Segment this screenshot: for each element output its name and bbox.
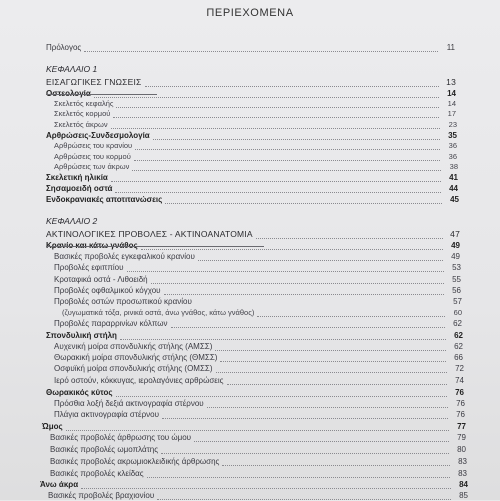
toc-entry	[54, 274, 461, 285]
dot-leader	[116, 388, 447, 397]
page-number: 83	[458, 469, 467, 478]
toc-entry	[50, 444, 466, 455]
page-number: 36	[448, 152, 457, 161]
page-number: 13	[446, 77, 456, 87]
toc-entry-title: Θωρακική μοίρα σπονδυλικής στήλης (ΘΜΣΣ)	[54, 353, 218, 362]
toc-entry-title: Θωρακικός κύτος	[46, 388, 113, 397]
page-number: 14	[447, 99, 456, 108]
toc-entry-title: ΚΕΦΑΛΑΙΟ 2	[46, 216, 98, 226]
dot-leader	[81, 480, 451, 489]
dot-leader	[134, 152, 440, 161]
page-number: 55	[452, 275, 461, 284]
toc-entry-title: Αρθρώσεις των άκρων	[54, 162, 130, 171]
page-number: 80	[457, 445, 466, 454]
dot-leader	[84, 43, 438, 52]
toc-entry-title: Βασικές προβολές βραχιονίου	[48, 491, 155, 500]
toc-entry-title: Οστεολογία	[46, 89, 91, 98]
toc-entry-title: Σκελετός κορμού	[54, 109, 111, 118]
dot-leader	[171, 319, 445, 328]
toc-entry-title: Σκελετική ηλικία	[46, 173, 108, 182]
toc-entry-title: Σησαμοειδή οστά	[46, 184, 113, 193]
toc-entry-title: Αρθρώσεις-Συνδεσμολογία	[46, 131, 150, 140]
dot-leader	[216, 364, 447, 373]
page-number: 44	[449, 184, 458, 193]
toc-entry-title: Αρθρώσεις του κρανίου	[54, 141, 133, 150]
dot-leader	[135, 141, 440, 150]
toc-entry-title: Ώμος	[42, 422, 63, 431]
toc-entry-title: Κρανίο και κάτω γνάθος	[46, 241, 138, 250]
page-number: 76	[456, 399, 465, 408]
dot-leader	[113, 109, 439, 118]
page-number: 53	[452, 263, 461, 272]
dot-leader	[165, 195, 442, 204]
toc-entry-title: Βασικές προβολές εγκεφαλικού κρανίου	[54, 252, 195, 261]
chapter-heading	[46, 216, 459, 227]
toc-entry	[50, 468, 467, 479]
toc-entry-title: Αρθρώσεις του κορμού	[54, 152, 131, 161]
dot-leader	[120, 331, 446, 340]
toc-entry	[50, 456, 467, 467]
toc-entry	[46, 387, 464, 398]
page-number: 62	[454, 342, 463, 351]
toc-entry	[54, 140, 457, 151]
toc-entry	[54, 296, 462, 307]
page-number: 62	[454, 331, 463, 340]
toc-entry	[54, 251, 460, 262]
dot-leader	[153, 131, 440, 140]
toc-entry	[54, 409, 465, 420]
dot-leader	[222, 457, 450, 466]
toc-entry	[54, 375, 464, 386]
page-number: 85	[459, 491, 468, 500]
toc-entry	[54, 119, 457, 130]
dot-leader	[207, 399, 448, 408]
toc-entry	[62, 307, 462, 318]
toc-entry	[54, 318, 462, 329]
page-number: 14	[447, 89, 456, 98]
toc-entry	[54, 341, 463, 352]
dot-leader	[127, 263, 445, 272]
dot-leader	[111, 173, 441, 182]
dot-leader	[162, 410, 448, 419]
dot-leader	[220, 353, 446, 362]
page-number: 47	[450, 229, 460, 239]
dot-leader	[116, 99, 439, 108]
dot-leader	[198, 252, 443, 261]
chapter-heading	[46, 64, 455, 75]
toc-entry-title: ΚΕΦΑΛΑΙΟ 1	[46, 64, 98, 74]
toc-entry	[46, 42, 455, 53]
dot-leader	[161, 445, 449, 454]
dot-leader	[157, 491, 451, 500]
dot-leader	[151, 275, 444, 284]
page-number: 76	[456, 410, 465, 419]
dot-leader	[132, 162, 441, 171]
heading-underline	[46, 246, 264, 247]
toc-entry-title: ΑΚΤΙΝΟΛΟΓΙΚΕΣ ΠΡΟΒΟΛΕΣ - ΑΚΤΙΝΟΑΝΑΤΟΜΙΑ	[46, 229, 253, 239]
toc-entry	[50, 432, 466, 443]
toc-entry	[54, 363, 464, 374]
toc-entry-title: Σπονδυλική στήλη	[46, 331, 117, 340]
dot-leader	[215, 342, 446, 351]
toc-entry	[46, 183, 458, 194]
dot-leader	[111, 120, 440, 129]
dot-leader	[256, 230, 443, 239]
dot-leader	[257, 308, 445, 317]
toc-entry	[46, 77, 456, 88]
page-number: 76	[455, 388, 464, 397]
toc-entry-title: Βασικές προβολές κλείδας	[50, 469, 144, 478]
toc-entry	[54, 161, 458, 172]
toc-entry	[54, 398, 465, 409]
page-number: 79	[457, 433, 466, 442]
page-number: 35	[448, 131, 457, 140]
toc-entry-title: Ενδοκρανιακές αποτιτανώσεις	[46, 195, 163, 204]
page-number: 62	[453, 319, 462, 328]
toc-entry	[54, 285, 461, 296]
toc-entry-title: Πρόλογος	[46, 43, 82, 52]
toc-entry	[46, 229, 460, 240]
toc-entry-title: Βασικές προβολές ακρωμιοκλειδικής άρθρωσης	[50, 457, 220, 466]
toc-entry-title: Βασικές προβολές άρθρωσης του ώμου	[50, 433, 192, 442]
page-number: 57	[453, 297, 462, 306]
toc-entry-title: Προβολές οφθαλμικού κόγχου	[54, 286, 161, 295]
page-number: 23	[448, 120, 457, 129]
page-number: 60	[453, 308, 462, 317]
toc-entry	[40, 479, 468, 490]
page-number: 66	[454, 353, 463, 362]
toc-entry-title: Σκελετός άκρων	[54, 120, 108, 129]
toc-entry-title: Βασικές προβολές ωμοπλάτης	[50, 445, 159, 454]
dot-leader	[194, 433, 449, 442]
page-number: 84	[459, 480, 468, 489]
toc-entry-title: Κροταφικά οστά - Λιθοειδή	[54, 275, 148, 284]
page-number: 17	[447, 109, 456, 118]
toc-entry	[46, 194, 459, 205]
toc-entry	[48, 490, 468, 501]
toc-entry	[54, 262, 461, 273]
page-number: 77	[457, 422, 466, 431]
toc-entry-title: ΕΙΣΑΓΩΓΙΚΕΣ ΓΝΩΣΕΙΣ	[46, 77, 142, 87]
page-number: 49	[451, 252, 460, 261]
dot-leader	[227, 376, 448, 385]
heading-underline	[46, 94, 157, 95]
page-number: 45	[450, 195, 459, 204]
toc-entry-title: Οσφυϊκή μοίρα σπονδυλικής στήλης (ΟΜΣΣ)	[54, 364, 213, 373]
page-title: ΠΕΡΙΕΧΟΜΕΝΑ	[206, 7, 294, 19]
page-number: 72	[455, 364, 464, 373]
toc-entry-title: Προβολές παραρρινίων κόλπων	[54, 319, 168, 328]
toc-entry-title: (ζυγωματικά τόξα, ρινικά οστά, άνω γνάθος, κάτω γνάθος)	[62, 308, 255, 317]
page-number: 83	[458, 457, 467, 466]
toc-entry-title: Προβολές οστών προσωπικού κρανίου	[54, 297, 192, 306]
toc-entry	[54, 352, 463, 363]
dot-leader	[66, 422, 449, 431]
page-number: 36	[448, 141, 457, 150]
toc-entry-title: Προβολές εφιππίου	[54, 263, 124, 272]
toc-entry	[46, 172, 458, 183]
page-number: 41	[449, 173, 458, 182]
page-number: 11	[446, 43, 455, 52]
toc-entry	[42, 421, 466, 432]
dot-leader	[145, 78, 439, 87]
dot-leader	[147, 469, 450, 478]
page-number: 56	[452, 286, 461, 295]
toc-entry-title: Πρόσθια λοξή δεξιά ακτινογραφία στέρνου	[54, 399, 204, 408]
toc-entry	[54, 108, 456, 119]
toc-entry-title: Αυχενική μοίρα σπονδυλικής στήλης (ΑΜΣΣ)	[54, 342, 213, 351]
dot-leader	[164, 286, 444, 295]
dot-leader	[115, 184, 441, 193]
page-number: 74	[455, 376, 464, 385]
toc-entry	[46, 330, 463, 341]
toc-entry-title: Ιερό οστούν, κόκκυγας, ιερολαγόνιες αρθρώσεις	[54, 376, 224, 385]
page-number: 38	[449, 162, 458, 171]
page-number: 49	[451, 241, 460, 250]
toc-entry-title: Άνω άκρα	[40, 480, 79, 489]
toc-entry-title: Πλάγια ακτινογραφία στέρνου	[54, 410, 159, 419]
toc-entry-title: Σκελετός κεφαλής	[54, 99, 114, 108]
